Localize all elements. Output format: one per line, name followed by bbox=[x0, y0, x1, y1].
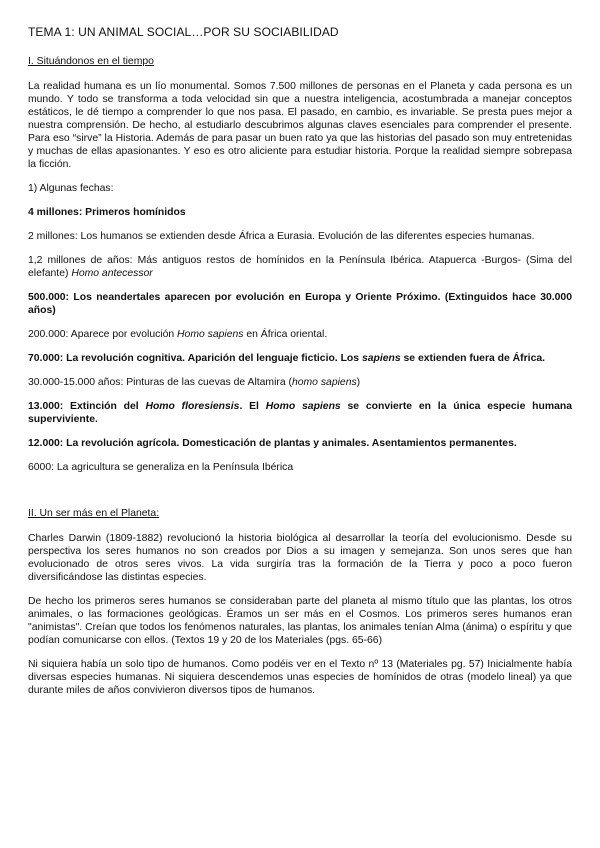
date-item-text: se convierte en la única especie humana superviviente. bbox=[28, 401, 572, 425]
document-page bbox=[28, 26, 572, 708]
section-heading-situandonos: I. Situándonos en el tiempo bbox=[28, 56, 154, 67]
date-item-text: 70.000: La revolución cognitiva. Aparición del lenguaje ficticio. Los bbox=[28, 353, 362, 364]
species-name: Homo sapiens bbox=[265, 401, 341, 412]
date-item-4-millones: 4 millones: Primeros homínidos bbox=[28, 207, 186, 218]
date-item-6000: 6000: La agricultura se generaliza en la Península Ibérica bbox=[28, 462, 294, 473]
section-heading-un-ser-mas: II. Un ser más en el Planeta: bbox=[28, 508, 160, 519]
dates-heading: 1) Algunas fechas: bbox=[28, 183, 114, 194]
date-item-12000: 12.000: La revolución agrícola. Domesticación de plantas y animales. Asentamientos permanentes. bbox=[28, 438, 517, 449]
darwin-paragraph: Charles Darwin (1809-1882) revolucionó la historia biológica al desarrollar la teoría del evolucionismo. Desde su perspectiva los seres humanos no son creados por Dios a su imagen y semejanza. Son unos seres que han evolucionado de otros seres vivos. La vida surgiría tras la formación de la Tierra y poco a poco fueron diversificándose las distintas especies. bbox=[28, 533, 572, 583]
species-name: homo sapiens bbox=[291, 377, 357, 388]
date-item-30000-15000 bbox=[28, 376, 572, 389]
date-item-70000 bbox=[28, 352, 572, 365]
date-item-text: 13.000: Extinción del bbox=[28, 401, 146, 412]
intro-paragraph: La realidad humana es un lío monumental. Somos 7.500 millones de personas en el Planeta y cada persona es un mundo. Y todo se transforma a toda velocidad sin que a nuestra inteligencia, acostumbrada a manejar conceptos estáticos, le dé tiempo a comprender lo que nos pasa. El pasado, en cambio, es invariable. Se presta pues mejor a nuestra comprensión. De hecho, al estudiarlo descubrimos algunas claves esenciales para comprender el presente. Para eso “sirve” la Historia. Además de para pasar un buen rato ya que las historias del pasado son muy entretenidas y muchas de ellas apasionantes. Y eso es otro aliciente para estudiar historia. Porque la realidad siempre sobrepasa la ficción. bbox=[28, 81, 572, 170]
date-item-text: 200.000: Aparece por evolución bbox=[28, 329, 178, 340]
date-item-text: 30.000-15.000 años: Pinturas de las cuevas de Altamira ( bbox=[28, 377, 292, 388]
spacer bbox=[28, 485, 572, 507]
page-title: TEMA 1: UN ANIMAL SOCIAL…POR SU SOCIABILIDAD bbox=[28, 25, 339, 39]
date-item-500000: 500.000: Los neandertales aparecen por evolución en Europa y Oriente Próximo. (Extinguidos hace 30.000 años) bbox=[28, 292, 572, 316]
species-name: sapiens bbox=[361, 353, 401, 364]
date-item-text: ) bbox=[356, 377, 361, 388]
date-item-13000 bbox=[28, 400, 572, 426]
species-name: Homo antecessor bbox=[71, 268, 153, 279]
date-item-text: en África oriental. bbox=[243, 329, 328, 340]
animismo-paragraph: De hecho los primeros seres humanos se consideraban parte del planeta al mismo título que las plantas, los otros animales, o las formaciones geológicas. Éramos un ser más en el Cosmos. Los primeros seres humanos eran "animistas". Creían que todos los fenómenos naturales, las plantas, los animales tenían Alma (ánima) o espíritu y que podían comunicarse con ellos. (Textos 19 y 20 de los Materiales (pgs. 65-66) bbox=[28, 596, 572, 646]
date-item-200000 bbox=[28, 328, 572, 341]
species-name: Homo floresiensis bbox=[145, 401, 240, 412]
date-item-text: . El bbox=[239, 401, 266, 412]
date-item-text: 1,2 millones de años: Más antiguos restos de homínidos en la Península Ibérica. Atapuerca -Burgos- (Sima del elefante) bbox=[28, 255, 572, 279]
date-item-text: se extienden fuera de África. bbox=[400, 353, 546, 364]
date-item-2-millones: 2 millones: Los humanos se extienden desde África a Eurasia. Evolución de las diferentes especies humanas. bbox=[28, 231, 535, 242]
species-name: Homo sapiens bbox=[177, 329, 244, 340]
especies-paragraph: Ni siquiera había un solo tipo de humanos. Como podéis ver en el Texto nº 13 (Materiales pg. 57) Inicialmente había diversas especies humanas. Ni siquiera descendemos unas especies de homínidos de otras (modelo lineal) ya que durante miles de años convivieron diversos tipos de humanos. bbox=[28, 659, 572, 696]
date-item-1-2-millones bbox=[28, 254, 572, 280]
